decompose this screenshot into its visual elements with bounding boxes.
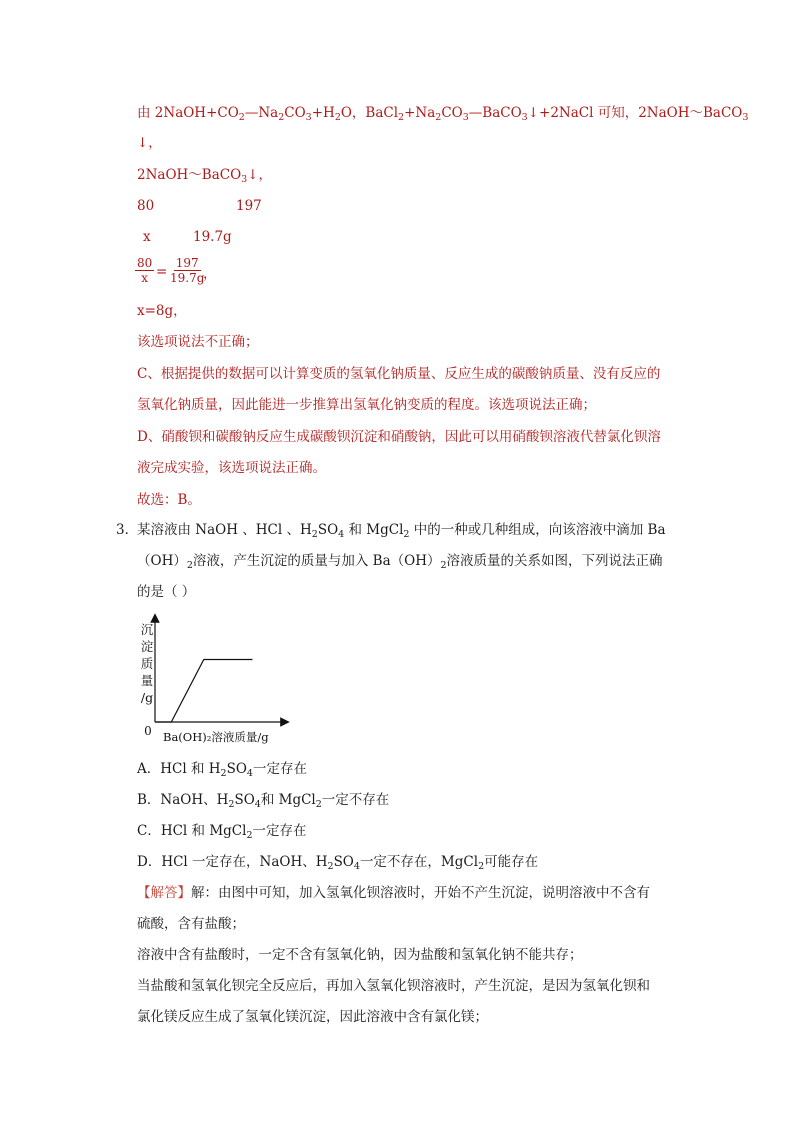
answer-line: 故选：B。 (137, 492, 201, 508)
unknown-right: 19.7g (193, 229, 232, 245)
mass-ratio-right: 197 (236, 198, 262, 214)
y-axis-label (141, 622, 154, 705)
fraction-left (135, 256, 154, 285)
fraction-tail: ， (203, 266, 217, 282)
analysis-line5: 氯化镁反应生成了氢氧化镁沉淀，因此溶液中含有氯化镁； (137, 1009, 488, 1025)
ratio-line: 2NaOH～BaCO$_3$↓， (137, 167, 273, 185)
equation-line: 由 $2NaOH+CO_2—Na_2CO_3+H_2O$，$BaCl_2+Na_2CO_3—BaCO_3↓+2NaCl$ 可知，2NaOH～BaCO$_3$ (137, 105, 749, 123)
x-result: x=8g， (137, 303, 187, 319)
option-c-analysis-line2: 氢氧化钠质量，因此能进一步推算出氢氧化钠变质的程度。该选项说法正确； (137, 397, 596, 413)
option-b[interactable]: B．NaOH、$H_2SO_4$和 MgCl$_2$一定不存在 (137, 792, 390, 810)
conclusion-b: 该选项说法不正确； (137, 334, 259, 350)
fraction-left-denominator: x (141, 271, 149, 285)
analysis-tag: 【解答】 (137, 885, 191, 901)
equals-sign: = (156, 264, 168, 280)
y-axis-label-char: 沉 (140, 622, 154, 637)
precipitate-chart (135, 612, 305, 747)
option-c-analysis-line1: C、根据提供的数据可以计算变质的氢氧化钠质量、反应生成的碳酸钠质量、没有反应的 (137, 366, 661, 382)
unknown-left: x (143, 229, 151, 245)
mass-ratio-left: 80 (137, 198, 155, 214)
option-d[interactable]: D．HCl 一定存在，NaOH、$H_2SO_4$一定不存在，MgCl$_2$可能存在 (137, 854, 539, 872)
equation-line-continued: ↓， (137, 135, 162, 151)
analysis-line3: 溶液中含有盐酸时，一定不含有氢氧化钠，因为盐酸和氢氧化钠不能共存； (137, 947, 583, 963)
x-axis-label: Ba(OH)₂溶液质量/g (163, 730, 269, 744)
y-axis-label-char: 质 (140, 656, 154, 671)
y-axis-label-char: 量 (140, 673, 154, 688)
option-d-analysis-line2: 液完成实验，该选项说法正确。 (137, 460, 326, 476)
analysis-line2: 硫酸，含有盐酸； (137, 916, 245, 932)
y-axis-label-char: 淀 (140, 639, 154, 654)
fraction-right-numerator: 197 (175, 256, 199, 270)
question-line3: 的是（ ） (137, 584, 196, 600)
question-line2: $(OH)_2$溶液，产生沉淀的质量与加入 $Ba(OH)_2$溶液质量的关系如图，下列说法正确 (137, 553, 663, 571)
option-a[interactable]: A．HCl 和 $H_2SO_4$一定存在 (137, 761, 307, 779)
option-c[interactable]: C．HCl 和 MgCl$_2$一定存在 (137, 823, 307, 841)
analysis-line4: 当盐酸和氢氧化钡完全反应后，再加入氢氧化钡溶液时，产生沉淀，是因为氢氧化钡和 (137, 978, 650, 994)
question-number: 3． (116, 522, 139, 538)
option-d-analysis-line1: D、硝酸钡和碳酸钠反应生成碳酸钡沉淀和硝酸钠，因此可以用硝酸钡溶液代替氯化钡溶 (137, 429, 661, 445)
question-line1: 某溶液由 NaOH 、HCl 、$H_2SO_4$ 和 MgCl$_2$ 中的一种或几种组成，向该溶液中滴加 Ba (137, 522, 666, 540)
chart-svg (135, 612, 305, 747)
origin-label: 0 (144, 724, 152, 738)
fraction-right-denominator: 19.7g (170, 271, 205, 285)
series-line-precipitate (155, 660, 253, 723)
y-axis-label-char: /g (140, 690, 154, 705)
fraction-left-numerator: 80 (137, 256, 153, 270)
fraction-right (168, 256, 206, 285)
analysis-line1: 【解答】解：由图中可知，加入氢氧化钡溶液时，开始不产生沉淀，说明溶液中不含有 (137, 885, 650, 901)
